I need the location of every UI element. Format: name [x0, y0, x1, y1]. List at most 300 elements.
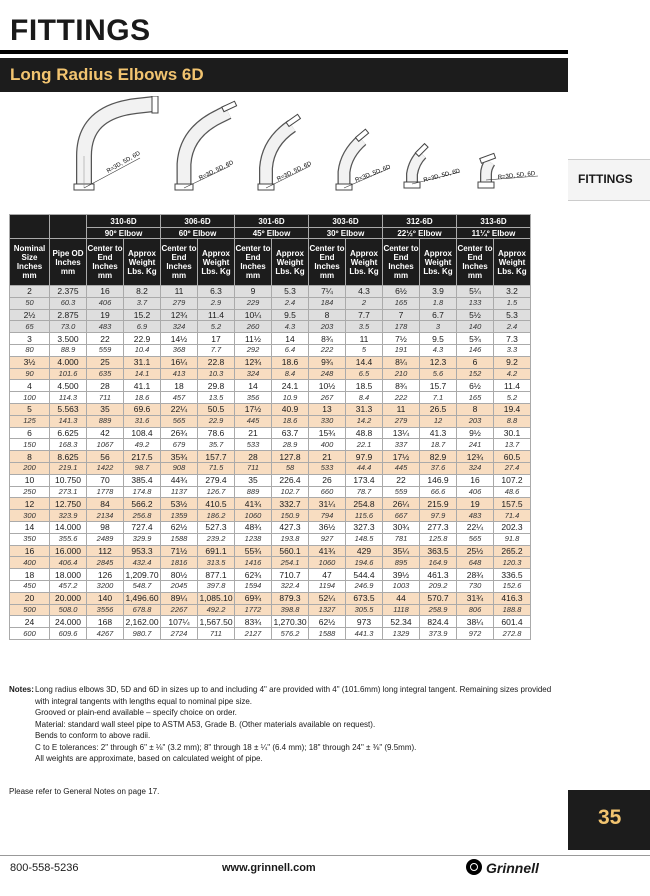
table-cell: 250	[10, 486, 50, 498]
table-cell: 31¼	[309, 498, 346, 510]
table-cell: 71½	[161, 545, 198, 557]
table-cell: 150	[10, 439, 50, 451]
table-cell: 895	[383, 557, 420, 569]
table-cell: 559	[383, 486, 420, 498]
table-cell: 413	[161, 368, 198, 380]
col-approx-weight: Approx Weight Lbs. Kg	[420, 239, 457, 286]
footer-website-link[interactable]: www.grinnell.com	[222, 862, 316, 874]
table-cell: 222	[383, 392, 420, 404]
elbow-11-illustration	[472, 96, 552, 196]
table-cell: 337	[383, 439, 420, 451]
table-cell: 141.3	[50, 415, 87, 427]
table-cell: 26¾	[161, 427, 198, 439]
table-cell: 2489	[87, 533, 124, 545]
table-cell: 22.8	[198, 356, 235, 368]
table-cell: 6½	[383, 286, 420, 298]
table-cell: 125.8	[420, 533, 457, 545]
table-cell: 10.4	[124, 344, 161, 356]
table-row-inch	[10, 451, 531, 463]
table-cell: 60.5	[494, 451, 531, 463]
table-cell: 8.8	[494, 415, 531, 427]
table-cell: 1,270.30	[273, 616, 307, 627]
table-cell: 157.5	[494, 498, 531, 510]
col-approx-weight: Approx Weight Lbs. Kg	[124, 239, 161, 286]
table-cell: 1327	[309, 604, 346, 616]
table-cell: 11.4	[198, 309, 235, 321]
table-cell: 35¾	[161, 451, 198, 463]
table-cell: 566.2	[124, 498, 161, 510]
note-row	[9, 719, 564, 731]
table-cell: 18.6	[272, 415, 309, 427]
table-row-mm	[10, 392, 531, 404]
table-cell: 3	[10, 333, 50, 345]
table-cell: 60.3	[50, 297, 87, 309]
table-cell: 6	[457, 356, 494, 368]
table-cell: 28.9	[272, 439, 309, 451]
table-cell: 41.3	[420, 427, 457, 439]
table-cell: 62½	[161, 521, 198, 533]
table-cell: 13	[309, 403, 346, 415]
table-row-inch	[10, 356, 531, 368]
table-cell: 908	[161, 462, 198, 474]
table-cell: 2	[346, 297, 383, 309]
table-cell: 14.000	[50, 521, 87, 533]
table-cell: 14	[235, 380, 272, 392]
table-cell: 2.375	[50, 286, 87, 298]
table-cell: 400	[10, 557, 50, 569]
table-cell: 256.8	[124, 510, 161, 522]
table-cell: 432.4	[124, 557, 161, 569]
table-body	[10, 286, 531, 640]
table-cell: 4	[10, 380, 50, 392]
table-row-inch	[10, 498, 531, 510]
table-cell: 397.8	[198, 580, 235, 592]
table-cell: 330	[309, 415, 346, 427]
page-number: 35	[598, 806, 622, 829]
table-cell: 24.1	[272, 380, 309, 392]
table-cell: 5	[346, 344, 383, 356]
table-cell: 37.6	[420, 462, 457, 474]
table-row-inch	[10, 569, 531, 581]
table-cell: 2,162.00	[125, 616, 159, 627]
table-cell: 8¾	[383, 380, 420, 392]
col-approx-weight: Approx Weight Lbs. Kg	[346, 239, 383, 286]
table-cell: 44	[383, 592, 420, 604]
table-cell: 1588	[161, 533, 198, 545]
table-cell: 2134	[87, 510, 124, 522]
table-cell: 576.2	[272, 628, 309, 640]
table-cell: 2267	[161, 604, 198, 616]
table-cell: 1772	[235, 604, 272, 616]
table-cell: 39½	[383, 569, 420, 581]
table-cell: 40.9	[272, 403, 309, 415]
table-cell: 500	[10, 604, 50, 616]
title-rule	[0, 50, 568, 54]
table-cell: 3.5	[346, 321, 383, 333]
table-cell: 1067	[87, 439, 124, 451]
section-tab	[568, 159, 650, 201]
table-cell: 27.4	[494, 462, 531, 474]
table-cell: 112	[87, 545, 124, 557]
table-cell: 184	[309, 297, 346, 309]
table-cell: 30¾	[383, 521, 420, 533]
table-cell: 30.1	[494, 427, 531, 439]
table-cell: 927	[309, 533, 346, 545]
table-cell: 879.3	[272, 592, 309, 604]
table-cell: 3.7	[124, 297, 161, 309]
table-cell: 26	[309, 474, 346, 486]
table-cell: 445	[383, 462, 420, 474]
table-cell: 324	[161, 321, 198, 333]
table-cell: 12.3	[420, 356, 457, 368]
table-row-inch	[10, 521, 531, 533]
table-cell: 570.7	[420, 592, 457, 604]
section-tab-label: FITTINGS	[578, 172, 633, 186]
table-cell: 8.4	[272, 368, 309, 380]
table-cell: 12¾	[457, 451, 494, 463]
table-cell: 44.4	[346, 462, 383, 474]
table-cell: 69¾	[235, 592, 272, 604]
table-cell: 258.9	[420, 604, 457, 616]
table-cell: 427.3	[272, 521, 309, 533]
table-cell: 406	[87, 297, 124, 309]
table-cell: 28¾	[457, 569, 494, 581]
table-cell: 41¾	[309, 545, 346, 557]
group-code: 301-6D	[235, 215, 309, 228]
table-cell: 2724	[161, 628, 198, 640]
table-cell: 1137	[161, 486, 198, 498]
table-cell: 355.6	[50, 533, 87, 545]
table-cell: 6.5	[346, 368, 383, 380]
table-cell: 126	[87, 569, 124, 581]
group-angle: 45º Elbow	[235, 228, 309, 239]
table-cell: 678.8	[124, 604, 161, 616]
table-cell: 1.5	[494, 297, 531, 309]
table-cell: 11	[346, 333, 383, 345]
table-cell: 336.5	[494, 569, 531, 581]
table-cell: 8	[457, 403, 494, 415]
table-cell: 58	[272, 462, 309, 474]
table-cell: 711	[198, 628, 235, 640]
table-cell: 133	[457, 297, 494, 309]
table-cell: 730	[457, 580, 494, 592]
general-notes-reference: Please refer to General Notes on page 17.	[9, 787, 160, 796]
table-cell: 98.7	[124, 462, 161, 474]
elbow-30-radius-label: R=3D, 5D, 6D	[354, 164, 392, 184]
table-row-inch	[10, 333, 531, 345]
table-row-mm	[10, 604, 531, 616]
table-cell: 889	[235, 486, 272, 498]
table-cell: 5.3	[494, 309, 531, 321]
table-cell: 14	[10, 521, 50, 533]
table-cell: 5.6	[420, 368, 457, 380]
table-cell: 6.7	[420, 309, 457, 321]
elbow-90-radius-label: R=3D, 5D, 6D	[106, 150, 142, 175]
table-cell: 322.4	[272, 580, 309, 592]
table-cell: 22.9	[124, 333, 161, 345]
elbow-90-illustration	[70, 96, 165, 196]
table-cell: 12	[10, 498, 50, 510]
note-item: Bends to conform to above radii.	[35, 731, 151, 740]
table-cell: 1,496.60	[125, 593, 159, 604]
table-cell: 140	[457, 321, 494, 333]
table-cell: 193.8	[272, 533, 309, 545]
table-cell: 239.2	[198, 533, 235, 545]
table-cell: 21	[309, 451, 346, 463]
table-cell: 90	[10, 368, 50, 380]
group-code: 313-6D	[457, 215, 531, 228]
table-cell: 410.5	[198, 498, 235, 510]
table-cell: 31¾	[457, 592, 494, 604]
table-cell: 19	[457, 498, 494, 510]
table-cell: 82.9	[420, 451, 457, 463]
table-cell: 78.6	[198, 427, 235, 439]
table-cell: 89¼	[161, 592, 198, 604]
table-cell: 17½	[383, 451, 420, 463]
table-cell: 88.9	[50, 344, 87, 356]
table-cell: 533	[235, 439, 272, 451]
table-cell: 114.3	[50, 392, 87, 404]
table-cell: 18.6	[124, 392, 161, 404]
table-cell: 4.3	[272, 321, 309, 333]
table-cell: 273.1	[50, 486, 87, 498]
table-cell: 35.7	[198, 439, 235, 451]
table-cell: 55¾	[235, 545, 272, 557]
table-cell: 1416	[235, 557, 272, 569]
table-cell: 877.1	[198, 569, 235, 581]
table-row-inch	[10, 380, 531, 392]
table-cell: 152	[457, 368, 494, 380]
col-center-to-end: Center to End Inches mm	[383, 239, 420, 286]
elbow-dimensions-table	[9, 214, 531, 640]
table-cell: 146	[457, 344, 494, 356]
table-cell: 2.4	[272, 297, 309, 309]
table-cell: 5.563	[50, 403, 87, 415]
table-cell: 120.3	[494, 557, 531, 569]
table-cell: 1816	[161, 557, 198, 569]
table-cell: 16¼	[161, 356, 198, 368]
table-cell: 7¼	[309, 286, 346, 298]
table-cell: 174.8	[124, 486, 161, 498]
notes-label: Notes:	[9, 685, 34, 694]
table-cell: 313.5	[198, 557, 235, 569]
grinnell-logo	[466, 859, 560, 877]
table-cell: 824.4	[420, 616, 457, 628]
table-cell: 8	[10, 451, 50, 463]
table-cell: 48.6	[494, 486, 531, 498]
table-cell: 332.7	[272, 498, 309, 510]
col-approx-weight: Approx Weight Lbs. Kg	[494, 239, 531, 286]
table-cell: 21	[235, 427, 272, 439]
table-row-mm	[10, 439, 531, 451]
table-cell: 194.6	[346, 557, 383, 569]
table-cell: 1359	[161, 510, 198, 522]
table-row-inch	[10, 545, 531, 557]
table-cell: 71.4	[494, 510, 531, 522]
table-cell: 100	[10, 392, 50, 404]
table-cell: 14.4	[346, 356, 383, 368]
table-cell: 36½	[309, 521, 346, 533]
table-cell: 368	[161, 344, 198, 356]
table-cell: 80	[10, 344, 50, 356]
table-row-mm	[10, 297, 531, 309]
table-cell: 5½	[457, 309, 494, 321]
table-cell: 324	[457, 462, 494, 474]
table-cell: 324	[235, 368, 272, 380]
table-cell: 2.4	[494, 321, 531, 333]
table-cell: 8.625	[50, 451, 87, 463]
table-cell: 16	[87, 286, 124, 298]
footer-rule	[0, 855, 650, 856]
table-cell: 11½	[235, 333, 272, 345]
table-cell: 1.8	[420, 297, 457, 309]
table-cell: 457.2	[50, 580, 87, 592]
table-row-mm	[10, 510, 531, 522]
table-cell: 12¾	[235, 356, 272, 368]
table-cell: 9½	[457, 427, 494, 439]
table-cell: 3200	[87, 580, 124, 592]
table-row-mm	[10, 344, 531, 356]
table-cell: 241	[457, 439, 494, 451]
elbow-30-illustration	[330, 96, 405, 196]
table-cell: 8	[309, 309, 346, 321]
table-cell: 3556	[87, 604, 124, 616]
table-cell: 18	[161, 380, 198, 392]
note-item: Material: standard wall steel pipe to ASTM A53, Grade B. (Other materials available on request).	[35, 719, 376, 729]
table-cell: 667	[383, 510, 420, 522]
table-cell: 2045	[161, 580, 198, 592]
table-cell: 209.2	[420, 580, 457, 592]
table-cell: 52¼	[309, 592, 346, 604]
table-cell: 31.3	[346, 403, 383, 415]
col-center-to-end: Center to End Inches mm	[87, 239, 124, 286]
table-cell: 1,085.10	[199, 593, 233, 604]
table-cell: 2.9	[198, 297, 235, 309]
table-cell: 10½	[309, 380, 346, 392]
table-cell: 8¼	[383, 356, 420, 368]
table-cell: 66.6	[420, 486, 457, 498]
table-cell: 13.5	[198, 392, 235, 404]
table-cell: 2.875	[50, 309, 87, 321]
table-cell: 267	[309, 392, 346, 404]
table-cell: 11	[383, 403, 420, 415]
table-cell: 3.500	[50, 333, 87, 345]
table-cell: 973	[346, 616, 383, 628]
group-angle: 30º Elbow	[309, 228, 383, 239]
table-row-inch	[10, 474, 531, 486]
col-center-to-end: Center to End Inches mm	[457, 239, 494, 286]
col-approx-weight: Approx Weight Lbs. Kg	[272, 239, 309, 286]
header-spacer	[50, 215, 87, 239]
table-cell: 246.9	[346, 580, 383, 592]
page-subtitle: Long Radius Elbows 6D	[10, 65, 204, 84]
table-cell: 4.3	[420, 344, 457, 356]
table-cell: 48¾	[235, 521, 272, 533]
group-angle: 90º Elbow	[87, 228, 161, 239]
note-row	[9, 707, 564, 719]
table-cell: 49.2	[124, 439, 161, 451]
group-code: 312-6D	[383, 215, 457, 228]
table-cell: 173.4	[346, 474, 383, 486]
table-cell: 146.9	[420, 474, 457, 486]
table-cell: 9.5	[420, 333, 457, 345]
table-cell: 203	[457, 415, 494, 427]
table-cell: 97.9	[420, 510, 457, 522]
table-cell: 24.000	[50, 616, 87, 628]
table-row-mm	[10, 462, 531, 474]
table-cell: 889	[87, 415, 124, 427]
table-row-mm	[10, 486, 531, 498]
table-cell: 12	[420, 415, 457, 427]
table-cell: 457	[161, 392, 198, 404]
table-cell: 16	[457, 474, 494, 486]
table-cell: 11	[161, 286, 198, 298]
table-cell: 20	[10, 592, 50, 604]
table-cell: 806	[457, 604, 494, 616]
table-cell: 679	[161, 439, 198, 451]
table-cell: 2½	[10, 309, 50, 321]
footer-phone: 800-558-5236	[10, 862, 79, 874]
table-cell: 203	[309, 321, 346, 333]
table-cell: 65	[10, 321, 50, 333]
table-cell: 953.3	[124, 545, 161, 557]
table-cell: 10.9	[272, 392, 309, 404]
table-cell: 279	[383, 415, 420, 427]
table-cell: 461.3	[420, 569, 457, 581]
table-cell: 217.5	[124, 451, 161, 463]
table-cell: 350	[10, 533, 50, 545]
table-cell: 22	[383, 474, 420, 486]
table-cell: 292	[235, 344, 272, 356]
table-cell: 673.5	[346, 592, 383, 604]
table-cell: 62½	[309, 616, 346, 628]
table-cell: 15¾	[309, 427, 346, 439]
table-cell: 560.1	[272, 545, 309, 557]
table-row-mm	[10, 628, 531, 640]
elbow-11-radius-label: R=3D, 5D, 6D	[497, 171, 536, 181]
table-cell: 277.3	[420, 521, 457, 533]
table-cell: 125	[10, 415, 50, 427]
note-item: Long radius elbows 3D, 5D and 6D in sizes up to and including 4" are provided with 4" (101.6mm) long integral tangent. Remaining sizes provided with integral tangents with lengths equal to nominal pipe size.	[35, 685, 552, 706]
table-cell: 229	[235, 297, 272, 309]
table-cell: 7	[383, 309, 420, 321]
table-cell: 445	[235, 415, 272, 427]
table-cell: 10.750	[50, 474, 87, 486]
table-cell: 527.3	[198, 521, 235, 533]
table-cell: 140	[87, 592, 124, 604]
table-row-inch	[10, 592, 531, 604]
table-cell: 15.7	[420, 380, 457, 392]
table-cell: 9.5	[272, 309, 309, 321]
table-cell: 2127	[235, 628, 272, 640]
table-cell: 14½	[161, 333, 198, 345]
table-cell: 202.3	[494, 521, 531, 533]
table-cell: 548.7	[124, 580, 161, 592]
table-cell: 508.0	[50, 604, 87, 616]
group-angle: 11¼º Elbow	[457, 228, 531, 239]
table-cell: 329.9	[124, 533, 161, 545]
table-cell: 16.000	[50, 545, 87, 557]
table-cell: 14.1	[124, 368, 161, 380]
table-row-inch	[10, 309, 531, 321]
note-row	[9, 684, 564, 707]
table-cell: 400	[309, 439, 346, 451]
group-angle: 60º Elbow	[161, 228, 235, 239]
table-cell: 7.3	[494, 333, 531, 345]
page-title: FITTINGS	[10, 14, 151, 47]
table-cell: 5.2	[494, 392, 531, 404]
table-cell: 5¾	[457, 333, 494, 345]
